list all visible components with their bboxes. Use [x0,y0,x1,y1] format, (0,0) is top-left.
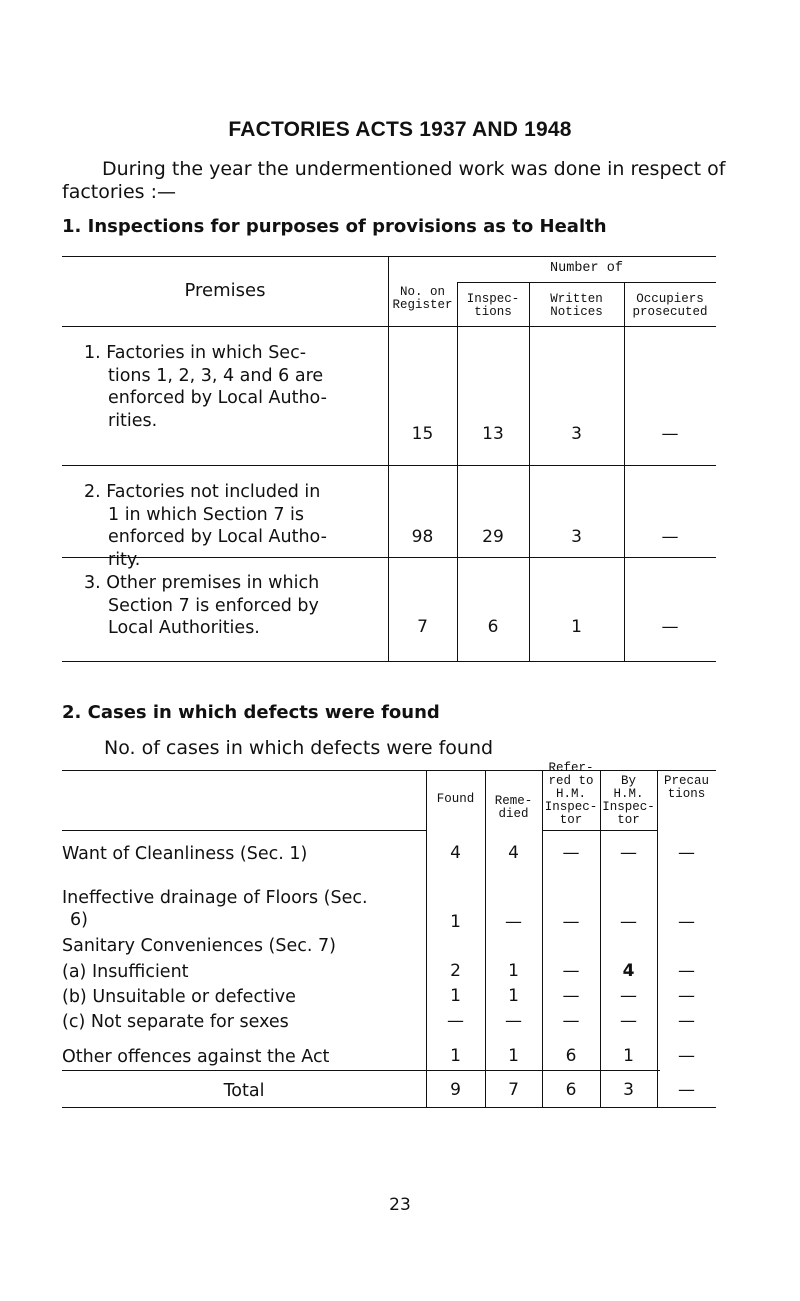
table1-bottom-rule [62,661,716,662]
by-hm-value: 4 [622,961,635,981]
inspections-header: Inspec- tions [466,292,520,319]
table1-notices-value: 3 [571,527,582,547]
total-label: Total [223,1081,265,1101]
found-value: 1 [450,1046,461,1066]
table1-col-divider [529,282,530,661]
precautions-value: — [678,961,695,981]
prec-value: — [678,1046,695,1066]
by-hm-value: — [620,843,637,863]
precautions-value: — [678,843,695,863]
table1-inspections-value: 13 [482,424,504,444]
by-hm-value: — [620,986,637,1006]
total-referred-value: 6 [565,1080,577,1100]
table2-row-label: Sanitary Conveniences (Sec. 7) [62,936,336,956]
found-value: 2 [450,961,461,981]
written-notices-header: Written Notices [550,292,603,319]
total-prec-value: — [678,1080,695,1100]
table2-top-rule [62,770,716,771]
referred-value: — [562,1011,580,1031]
page-title: FACTORIES ACTS 1937 AND 1948 [228,118,572,141]
table1-notices-value: 3 [571,424,582,444]
precautions-value: — [678,986,695,1006]
table1-inspections-value: 6 [487,617,499,637]
table1-col-divider [457,282,458,661]
table1-row-premises: 3. Other premises in which Section 7 is enforced by Local Authorities. [84,573,320,638]
precautions-value: — [678,1011,695,1031]
table1-notices-value: 1 [571,617,582,637]
remedied-value: 1 [508,1046,519,1066]
referred-value: — [562,843,580,863]
total-found-value: 9 [450,1080,461,1100]
table1-row-premises: 2. Factories not included in 1 in which Section 7 is enforced by Local Autho- rity. [84,482,327,570]
table2-row-label: (c) Not separate for sexes [62,1012,289,1032]
remedied-value: 1 [508,986,519,1006]
remedied-value: — [505,912,522,932]
table2-header-rule [62,830,426,831]
section2-subheading: No. of cases in which defects were found [104,737,494,759]
by-hm-value: — [620,912,637,932]
table2-row-label: (b) Unsuitable or defective [62,987,296,1007]
total-remedied-value: 7 [508,1080,519,1100]
section1-heading: 1. Inspections for purposes of provisions as to Health [62,216,607,237]
precautions-header: Precau tions [663,774,709,801]
table1-prosecuted-value: — [661,617,679,637]
total-by-value: 3 [623,1080,634,1100]
number-of-header: Number of [550,261,623,276]
table1-inspections-value: 29 [482,527,504,547]
by-hm-inspector-header: By H.M. Inspec- tor [602,774,655,827]
table1-register-value: 15 [411,424,434,444]
referred-value: — [562,986,580,1006]
section2-heading: 2. Cases in which defects were found [62,702,440,723]
remedied-value: — [505,1011,522,1031]
intro-paragraph: During the year the undermentioned work was done in respect of factories :— [62,158,726,203]
table2-row-label: Other offences against the Act [62,1047,330,1067]
table1-prosecuted-value: — [661,424,679,444]
remedied-value: 1 [508,961,519,981]
table1-register-value: 7 [417,617,428,637]
referred-value: — [562,961,580,981]
table1-row1-rule [62,465,716,466]
found-value: 1 [450,912,461,932]
found-value: 1 [450,986,461,1006]
table1-col-divider [624,282,625,661]
found-value: — [447,1011,464,1031]
table2-row-label: Want of Cleanliness (Sec. 1) [62,844,308,864]
table1-prosecuted-value: — [661,527,679,547]
table2-row-label: (a) Insufficient [62,962,189,982]
table1-col-divider [388,256,389,661]
table1-number-of-rule [457,282,716,283]
remedied-header: Reme- died [494,794,533,821]
register-header: No. on Register [392,285,453,312]
occupiers-prosecuted-header: Occupiers prosecuted [632,292,708,319]
table1-row-premises: 1. Factories in which Sec- tions 1, 2, 3, 4 and 6 are enforced by Local Autho- rities. [84,343,327,431]
referred-value: — [562,912,580,932]
table2-row-label: Ineffective drainage of Floors (Sec. 6) [62,888,368,930]
by-value: 1 [623,1046,634,1066]
table2-bottom-rule [62,1107,716,1108]
premises-header: Premises [184,280,266,301]
table1-register-value: 98 [411,527,434,547]
found-value: 4 [450,843,461,863]
table1-header-bottom-rule [62,326,716,327]
referred-header: Refer- red to H.M. Inspec- tor [544,761,598,827]
page-number: 23 [389,1195,411,1215]
referred-value: 6 [565,1046,577,1066]
table2-total-rule [62,1070,660,1071]
by-hm-value: — [620,1011,637,1031]
remedied-value: 4 [508,843,519,863]
table1-top-rule [62,256,716,257]
precautions-value: — [678,912,695,932]
found-header: Found [436,792,475,806]
